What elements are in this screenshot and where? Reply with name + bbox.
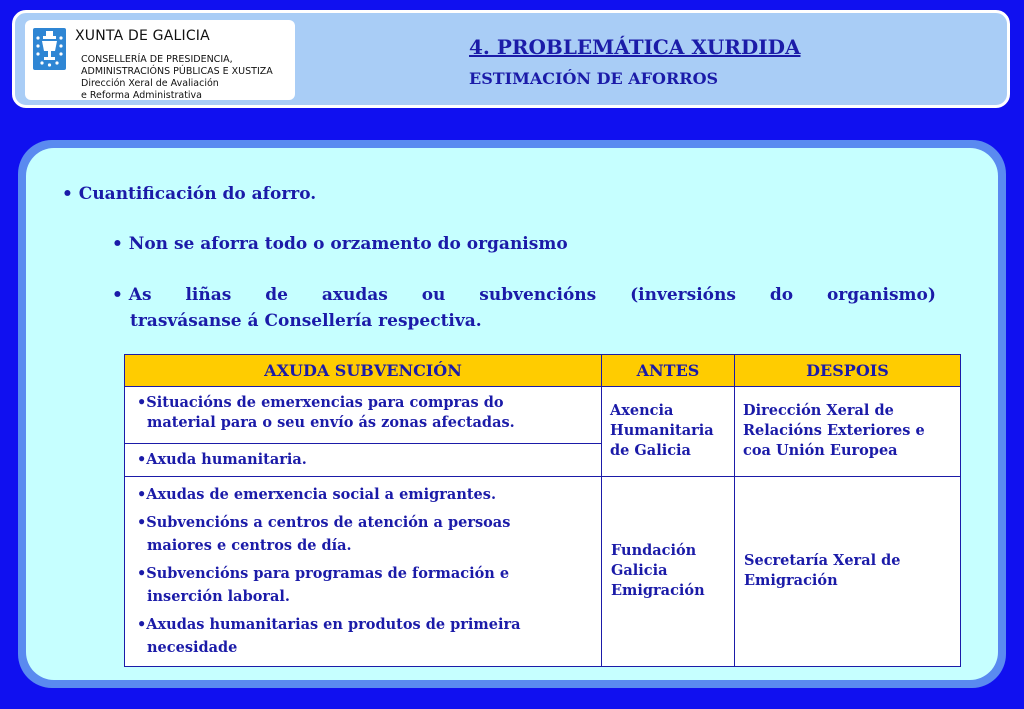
header-banner <box>12 10 1010 108</box>
table-cell-despois: Dirección Xeral de Relacións Exteriores e coa Unión Europea <box>735 387 961 477</box>
bullet-non-se-aforra <box>112 234 568 254</box>
logo-line: Dirección Xeral de Avaliación <box>81 78 219 89</box>
logo-line: e Reforma Administrativa <box>81 90 202 101</box>
table-row <box>125 387 961 444</box>
logo-title: XUNTA DE GALICIA <box>75 28 210 44</box>
column-header-antes: ANTES <box>602 355 735 387</box>
galicia-crest-icon <box>33 28 66 70</box>
word: axudas <box>321 285 388 305</box>
list-item: •Axudas de emerxencia social a emigrantes. <box>137 486 496 503</box>
page-title: 4. PROBLEMÁTICA XURDIDA <box>469 35 801 59</box>
list-item: •Axuda humanitaria. <box>137 451 307 468</box>
logo-line: ADMINISTRACIÓNS PÚBLICAS E XUSTIZA <box>81 66 273 77</box>
bullet-marker: • <box>62 184 73 204</box>
table-cell-antes: Axencia Humanitaria de Galicia <box>602 387 735 477</box>
page-subtitle: ESTIMACIÓN DE AFORROS <box>469 69 719 88</box>
xunta-logo <box>25 20 295 100</box>
bullet-text: Non se aforra todo o orzamento do organismo <box>128 234 568 254</box>
column-header-despois: DESPOIS <box>735 355 961 387</box>
list-item: •Axudas humanitarias en produtos de primeira necesidade <box>137 615 521 656</box>
list-item: •Subvencións a centros de atención a persoas maiores e centros de día. <box>137 513 511 554</box>
word: do <box>769 285 794 305</box>
table-header-row <box>125 355 961 387</box>
table-row <box>125 477 961 667</box>
word: liñas <box>185 285 232 305</box>
bullet-linas-line1 <box>112 285 936 305</box>
logo-line: CONSELLERÍA DE PRESIDENCIA, <box>81 54 233 65</box>
word: ou <box>421 285 446 305</box>
bullet-text: Cuantificación do aforro. <box>78 184 317 204</box>
bullet-linas-line2: trasvásanse á Consellería respectiva. <box>130 311 482 331</box>
bullet-marker: • As <box>112 285 152 305</box>
table-cell-item <box>125 387 602 444</box>
subsidy-table <box>124 354 961 667</box>
table-cell-antes: Fundación Galicia Emigración <box>602 477 735 667</box>
bullet-cuantificacion <box>62 184 316 204</box>
table-cell-despois: Secretaría Xeral de Emigración <box>735 477 961 667</box>
bullet-marker: • <box>112 234 123 254</box>
word: organismo) <box>826 285 936 305</box>
column-header-axuda: AXUDA SUBVENCIÓN <box>125 355 602 387</box>
list-item: •Situacións de emerxencias para compras do material para o seu envío ás zonas afectadas. <box>137 394 515 431</box>
table-cell-item <box>125 477 602 667</box>
table-cell-item <box>125 444 602 477</box>
list-item: •Subvencións para programas de formación e inserción laboral. <box>137 564 510 605</box>
word: de <box>265 285 288 305</box>
word: (inversións <box>630 285 736 305</box>
word: subvencións <box>479 285 597 305</box>
